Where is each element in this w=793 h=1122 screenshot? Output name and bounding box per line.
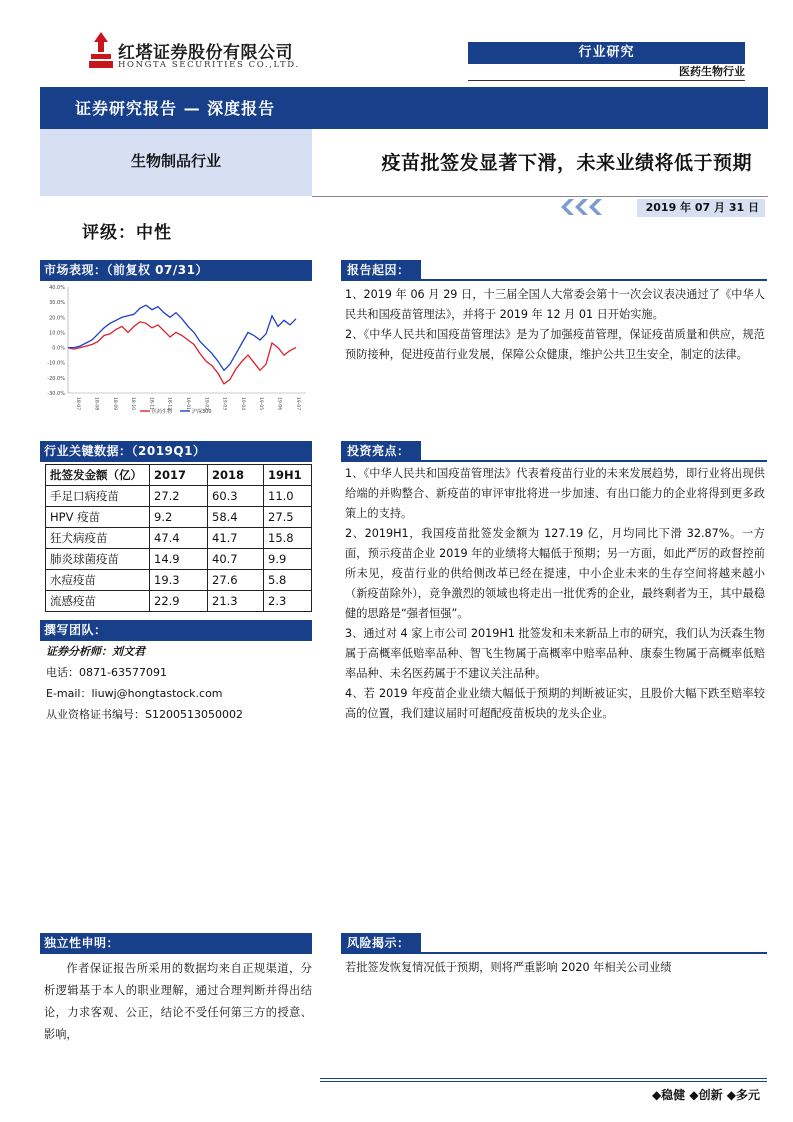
- table-cell: 60.3: [208, 486, 264, 507]
- table-cell: 5.8: [264, 570, 312, 591]
- highlight-paragraph: 2、2019H1，我国疫苗批签发金额为 127.19 亿，月均同比下滑 32.87%。一方面，预示疫苗企业 2019 年的业绩将大幅低于预期；另一方面，如此严厉的政督控前所未见，疫苗行业的供给侧改革已经在提速，中小企业未来的生存空间将越来越小（新疫苗除外），竞争激烈的领域也将走出一批优秀的企业，最终剩者为王，其中最稳健的思路是“强者恒强”。: [345, 527, 765, 620]
- report-date: 2019 年 07 月 31 日: [637, 199, 765, 217]
- x-tick-label: 19-02: [203, 397, 209, 411]
- analyst-cert: 从业资格证书编号：S1200513050002: [46, 708, 243, 721]
- table-cell: 27.6: [208, 570, 264, 591]
- report-type: 证券研究报告 — 深度报告: [75, 99, 276, 118]
- table-cell: 肺炎球菌疫苗: [46, 549, 150, 570]
- industry-label: 生物制品行业: [130, 152, 221, 170]
- report-title: 疫苗批签发显著下滑，未来业绩将低于预期: [381, 152, 752, 174]
- highlights-text: [345, 464, 765, 724]
- footer-rule: [320, 1078, 767, 1079]
- table-row: [46, 486, 312, 507]
- reason-paragraph: 2、《中华人民共和国疫苗管理法》是为了加强疫苗管理，保证疫苗质量和供应，规范预防接种，促进疫苗行业发展，保障公众健康，维护公共卫生安全，制定的法律。: [345, 328, 765, 361]
- x-tick-label: 18-08: [93, 397, 99, 411]
- table-cell: 27.5: [264, 507, 312, 528]
- table-row: [46, 507, 312, 528]
- market-chart: [40, 281, 312, 419]
- table-cell: 27.2: [150, 486, 208, 507]
- x-tick-label: 19-03: [221, 397, 227, 411]
- table-cell: 22.9: [150, 591, 208, 612]
- table-cell: 手足口病疫苗: [46, 486, 150, 507]
- reason-paragraph: 1、2019 年 06 月 29 日，十三届全国人大常委会第十一次会议表决通过了《中华人民共和国疫苗管理法》，并将于 2019 年 12 月 01 日开始实施。: [345, 288, 765, 321]
- header-rule: [468, 80, 745, 81]
- table-cell: 47.4: [150, 528, 208, 549]
- key-data-heading: 行业关键数据：（2019Q1）: [40, 441, 312, 462]
- table-cell: 21.3: [208, 591, 264, 612]
- table-cell: 15.8: [264, 528, 312, 549]
- key-data-table: [45, 464, 312, 612]
- reason-rule: [341, 279, 767, 281]
- y-tick-label: 30.0%: [49, 300, 65, 307]
- y-tick-label: -30.0%: [47, 391, 65, 397]
- x-tick-label: 18-12: [166, 397, 172, 411]
- team-heading: 撰写团队：: [40, 620, 312, 641]
- company-logo: [88, 30, 114, 70]
- y-tick-label: 10.0%: [49, 330, 65, 337]
- table-cell: 40.7: [208, 549, 264, 570]
- x-tick-label: 19-07: [294, 397, 300, 411]
- analyst-name: 证券分析师：刘文君: [46, 645, 145, 658]
- analyst-phone: 电话：0871-63577091: [46, 666, 167, 679]
- table-cell: 2.3: [264, 591, 312, 612]
- table-header-cell: 批签发金额（亿）: [46, 465, 150, 486]
- highlight-paragraph: 3、通过对 4 家上市公司 2019H1 批签发和未来新品上市的研究，我们认为沃森生物属于高概率低赔率品种、智飞生物属于高概率中赔率品种、康泰生物属于高概率低赔率品种、未名医药属于不建议关注品种。: [345, 627, 765, 680]
- highlights-rule: [341, 460, 767, 462]
- table-row: [46, 528, 312, 549]
- market-heading: 市场表现：（前复权 07/31）: [40, 260, 312, 281]
- market-chart-svg: [40, 281, 312, 419]
- series-line: [68, 322, 296, 384]
- table-row: [46, 549, 312, 570]
- highlight-paragraph: 1、《中华人民共和国疫苗管理法》代表着疫苗行业的未来发展趋势，即行业将出现供给端的并购整合、新疫苗的审评审批将进一步加速、有出口能力的企业将得到更多政策上的支持。: [345, 467, 765, 520]
- y-tick-label: -10.0%: [47, 360, 65, 367]
- table-header-row: [46, 465, 312, 486]
- table-row: [46, 570, 312, 591]
- table-cell: 流感疫苗: [46, 591, 150, 612]
- table-cell: 水痘疫苗: [46, 570, 150, 591]
- reason-heading: 报告起因：: [341, 260, 421, 281]
- rating: 评级：中性: [82, 223, 172, 243]
- x-tick-label: 19-01: [185, 397, 190, 411]
- company-name-en: HONGTA SECURITIES CO.,LTD.: [118, 60, 300, 70]
- x-tick-label: 18-07: [75, 397, 81, 411]
- table-header-cell: 2018: [208, 465, 264, 486]
- analyst-email: E-mail：liuwj@hongtastock.com: [46, 687, 223, 700]
- highlight-paragraph: 4、若 2019 年疫苗企业业绩大幅低于预期的判断被证实，且股价大幅下跌至赔率较高的位置，我们建议届时可超配疫苗板块的龙头企业。: [345, 687, 765, 720]
- table-row: [46, 591, 312, 612]
- table-header-cell: 19H1: [264, 465, 312, 486]
- category-tag: 行业研究: [468, 42, 745, 64]
- x-tick-label: 18-11: [148, 397, 154, 411]
- y-tick-label: 20.0%: [49, 315, 65, 322]
- table-cell: HPV 疫苗: [46, 507, 150, 528]
- company-name-cn: 红塔证券股份有限公司: [118, 43, 293, 63]
- independence-text: 作者保证报告所采用的数据均来自正规渠道，分析逻辑基于本人的职业理解，通过合理判断并得出结论，力求客观、公正，结论不受任何第三方的授意、影响，: [44, 962, 312, 1041]
- risk-text: 若批签发恢复情况低于预期，则将严重影响 2020 年相关公司业绩: [345, 961, 672, 974]
- table-cell: 41.7: [208, 528, 264, 549]
- risk-rule: [341, 952, 767, 954]
- x-tick-label: 18-09: [111, 397, 117, 411]
- sub-category: 医药生物行业: [679, 65, 745, 78]
- legend-label: 沪深300: [192, 409, 212, 415]
- team-block: [46, 641, 312, 725]
- table-cell: 9.9: [264, 549, 312, 570]
- key-data-table-wrap: [45, 464, 312, 612]
- highlights-heading: 投资亮点：: [341, 441, 421, 462]
- table-cell: 9.2: [150, 507, 208, 528]
- logo-icon: [88, 30, 114, 70]
- table-cell: 58.4: [208, 507, 264, 528]
- y-tick-label: 0.0%: [52, 345, 65, 352]
- y-tick-label: -20.0%: [47, 375, 65, 382]
- chevron-icon: [555, 198, 635, 216]
- footer-rule-2: [320, 1081, 767, 1082]
- table-cell: 狂犬病疫苗: [46, 528, 150, 549]
- table-cell: 19.3: [150, 570, 208, 591]
- x-tick-label: 18-10: [130, 397, 136, 411]
- reason-text: [345, 285, 765, 365]
- y-tick-label: 40.0%: [49, 285, 65, 291]
- x-tick-label: 19-06: [276, 397, 282, 411]
- independence-heading: 独立性申明：: [40, 933, 312, 954]
- table-cell: 11.0: [264, 486, 312, 507]
- x-tick-label: 19-04: [239, 397, 245, 411]
- footer-motto: ◆稳健 ◆创新 ◆多元: [651, 1088, 760, 1102]
- x-tick-label: 19-05: [258, 397, 264, 411]
- date-rule: [312, 196, 768, 197]
- table-cell: 14.9: [150, 549, 208, 570]
- table-header-cell: 2017: [150, 465, 208, 486]
- legend-label: 医药生物: [152, 409, 173, 415]
- risk-heading: 风险揭示：: [341, 933, 421, 954]
